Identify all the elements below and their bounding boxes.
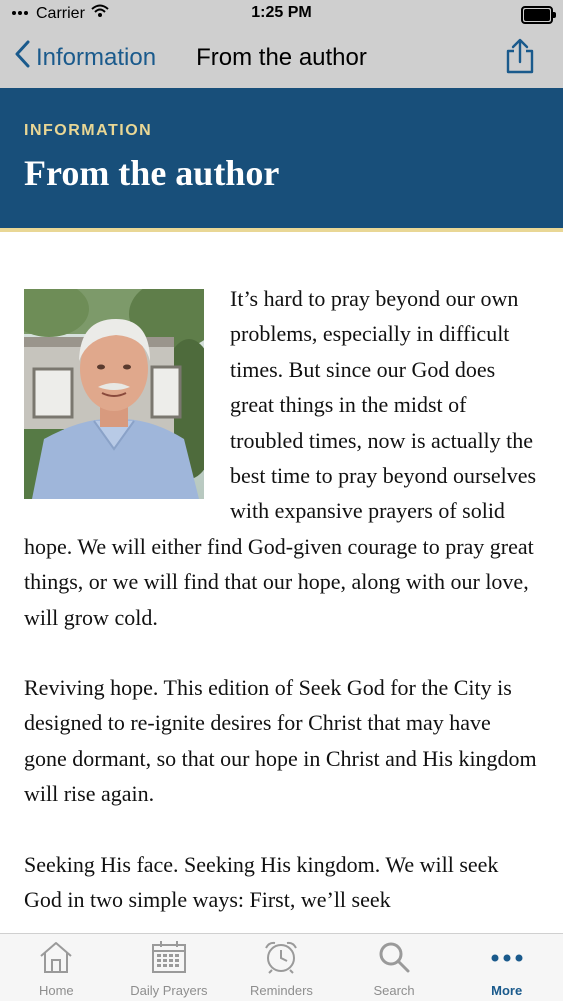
carrier-label: Carrier — [36, 4, 85, 22]
tab-home-label: Home — [38, 983, 74, 998]
tab-more-label: More — [491, 983, 523, 998]
article-paragraph-3: Seeking His face. Seeking His kingdom. We will seek God in two simple ways: First, we’ll seek — [24, 851, 499, 913]
share-icon — [505, 61, 535, 78]
nav-title: From the author — [196, 44, 367, 71]
battery-outline — [521, 6, 553, 24]
back-button-label: Information — [36, 43, 157, 71]
article-body — [24, 281, 539, 953]
article-paragraph-1-text: It’s hard to pray beyond our own problems, especially in difficult times. But since our God does great things in the midst of troubled times, now is actually the best time to pray beyond ourselves with expansive prayers of solid hope. We will either find God-given courage to pray great things, or we will find that our hope, along with our love, will grow cold. — [24, 286, 537, 630]
tab-daily-prayers-label: Daily Prayers — [130, 983, 208, 998]
navigation-bar — [0, 28, 563, 88]
house-icon — [38, 940, 74, 979]
tab-search[interactable] — [338, 934, 451, 1001]
tab-bar — [0, 933, 563, 1001]
author-photo — [24, 289, 204, 499]
section-kicker: INFORMATION — [24, 122, 153, 139]
calendar-icon — [151, 940, 187, 979]
tab-more[interactable] — [450, 934, 563, 1001]
page-title: From the author — [24, 153, 280, 193]
header-divider — [0, 228, 563, 232]
status-time: 1:25 PM — [251, 4, 312, 21]
tab-home[interactable] — [0, 934, 113, 1001]
tab-search-label: Search — [373, 983, 415, 998]
tab-daily-prayers[interactable] — [113, 934, 226, 1001]
tab-reminders[interactable] — [225, 934, 338, 1001]
page-header — [0, 88, 563, 228]
more-dots-icon — [489, 940, 525, 979]
article-paragraph-1 — [24, 281, 539, 635]
article-paragraph-2: Reviving hope. This edition of Seek God for the City is designed to re-ignite desires for Christ that may have gone dormant, so that our hope in Christ and His kingdom will rise again. — [24, 675, 537, 807]
battery-icon — [521, 6, 553, 24]
battery-fill — [524, 9, 550, 21]
alarm-clock-icon — [263, 940, 299, 979]
status-bar — [0, 0, 563, 28]
tab-reminders-label: Reminders — [250, 983, 313, 998]
share-button[interactable] — [505, 38, 535, 79]
search-icon — [376, 940, 412, 979]
